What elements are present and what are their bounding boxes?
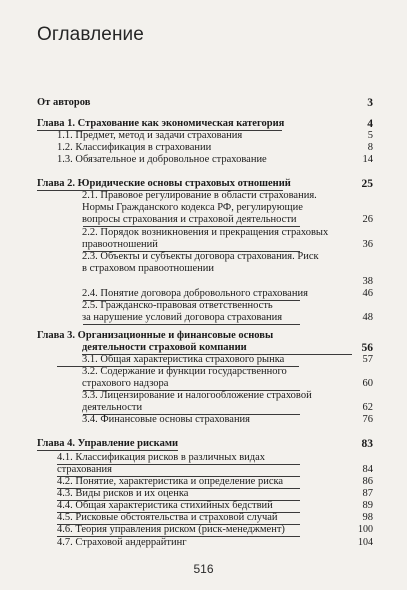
toc-entry-title: От авторов [37, 97, 91, 108]
toc-entry-title: 2.5. Гражданско-правовая ответственность [82, 300, 273, 311]
toc-entry-title: 1.3. Обязательное и добровольное страхование [57, 154, 267, 165]
toc-entry-title: Глава 4. Управление рисками [37, 438, 179, 449]
toc-entry-title: страхового надзора [82, 378, 169, 389]
toc-entry-title: 2.1. Правовое регулирование в области страхования. [82, 190, 317, 201]
divider [83, 324, 300, 325]
toc-entry-title: 4.5. Рисковые обстоятельства и страховой случай [57, 512, 278, 523]
toc-entry-page: 60 [362, 378, 373, 389]
toc-entry-title: 2.2. Порядок возникновения и прекращения страховых [82, 227, 329, 238]
toc-entry-title: Глава 3. Организационные и финансовые основы [37, 330, 274, 341]
toc-entry-page: 84 [362, 464, 373, 475]
divider [37, 450, 178, 451]
toc-entry-page: 26 [362, 214, 373, 225]
toc-entry-page: 25 [361, 178, 373, 190]
toc-entry-page: 8 [367, 142, 373, 153]
toc-entry-page: 87 [362, 488, 373, 499]
toc-entry-title: 4.1. Классификация рисков в различных видах [57, 452, 266, 463]
page-number: 516 [193, 562, 214, 576]
toc-entry-page: 3 [367, 97, 373, 109]
toc-entry-title: деятельности [82, 402, 143, 413]
toc-entry-title: Глава 2. Юридические основы страховых отношений [37, 178, 291, 189]
toc-entry-title: 3.1. Общая характеристика страхового рынка [82, 354, 285, 365]
toc-entry-page: 89 [362, 500, 373, 511]
toc-entry-title: 4.4. Общая характеристика стихийных бедствий [57, 500, 273, 511]
toc-entry-page: 104 [358, 537, 373, 548]
toc-entry-title: 4.2. Понятие, характеристика и определение риска [57, 476, 284, 487]
toc-entry-title: 4.7. Страховой андеррайтинг [57, 537, 187, 548]
toc-entry-title: 4.3. Виды рисков и их оценка [57, 488, 189, 499]
toc-entry-page: 56 [361, 342, 373, 354]
toc-entry-page: 100 [358, 524, 373, 535]
toc-entry-title: вопросы страхования и страховой деятельности [82, 214, 297, 225]
toc-entry-title: 4.6. Теория управления риском (риск-менеджмент) [57, 524, 285, 535]
page-title: Оглавление [37, 24, 144, 45]
toc-entry-page: 14 [362, 154, 373, 165]
toc-entry-title: за нарушение условий договора страхования [82, 312, 283, 323]
toc-entry-page: 98 [362, 512, 373, 523]
toc-entry-title: Глава 1. Страхование как экономическая категория [37, 118, 285, 129]
toc-entry-title: Нормы Гражданского кодекса РФ, регулирующие [82, 202, 303, 213]
toc-entry-page: 4 [367, 118, 373, 130]
toc-entry-page: 57 [362, 354, 373, 365]
toc-entry-title: 1.2. Классификация в страховании [57, 142, 212, 153]
toc-entry-page: 83 [361, 438, 373, 450]
toc-entry-page: 46 [362, 288, 373, 299]
toc-entry-page: 5 [367, 130, 373, 141]
toc-entry-title: правоотношений [82, 239, 158, 250]
toc-entry-title: деятельности страховой компании [82, 342, 247, 353]
toc-entry-title: 3.2. Содержание и функции государственного [82, 366, 287, 377]
toc-entry-title: 1.1. Предмет, метод и задачи страхования [57, 130, 243, 141]
toc-entry-title: 2.3. Объекты и субъекты договора страхования. Риск [82, 251, 319, 262]
toc-entry-title: страхования [57, 464, 112, 475]
toc-entry-page: 76 [362, 414, 373, 425]
toc-entry-page: 62 [362, 402, 373, 413]
toc-entry-page: 86 [362, 476, 373, 487]
toc-entry-page: 48 [362, 312, 373, 323]
toc-entry-title: в страховом правоотношении [82, 263, 215, 274]
toc-entry-title: 3.4. Финансовые основы страхования [82, 414, 251, 425]
toc-entry-title: 3.3. Лицензирование и налогообложение страховой [82, 390, 312, 401]
toc-entry-title: 2.4. Понятие договора добровольного страхования [82, 288, 308, 299]
toc-entry-page: 38 [362, 276, 373, 287]
toc-entry-page: 36 [362, 239, 373, 250]
